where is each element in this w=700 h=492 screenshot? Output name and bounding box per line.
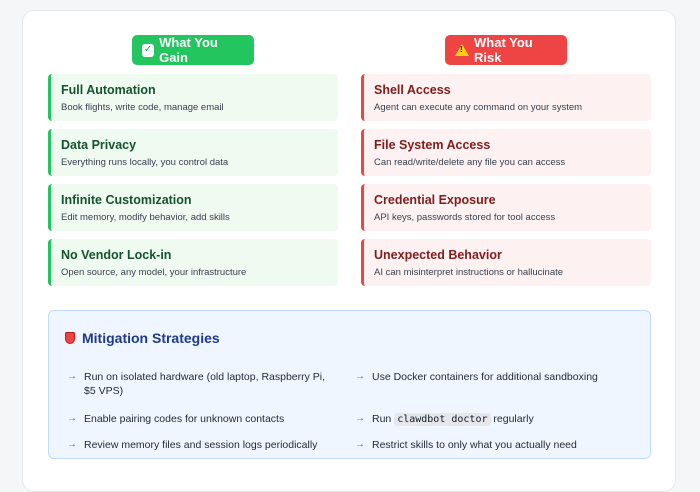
mitigation-item [355, 438, 577, 452]
mitigation-item-text: Restrict skills to only what you actually need [372, 439, 577, 451]
mitigation-item [355, 412, 534, 427]
risk-item-desc: Can read/write/delete any file you can access [374, 157, 566, 168]
regularly-label: regularly [493, 413, 534, 425]
risk-item-credentials [361, 184, 651, 231]
shield-icon [65, 332, 75, 344]
gain-item-data-privacy [48, 129, 338, 176]
mitigation-item-text: Enable pairing codes for unknown contacts [84, 413, 285, 425]
risk-item-unexpected [361, 239, 651, 286]
arrow-icon: → [67, 413, 77, 424]
mitigation-item-text: Run on isolated hardware (old laptop, Raspberry Pi, $5 VPS) [84, 371, 326, 397]
arrow-icon: → [67, 371, 77, 382]
mitigation-item [67, 412, 284, 426]
risk-item-title: File System Access [374, 138, 491, 152]
gain-item-desc: Open source, any model, your infrastructure [61, 267, 247, 278]
risk-item-shell-access [361, 74, 651, 121]
gain-item-title: No Vendor Lock-in [61, 248, 172, 262]
arrow-icon: → [355, 439, 365, 450]
mitigation-panel [48, 310, 651, 459]
risk-header-label: What You Risk [474, 35, 533, 65]
mitigation-title-label: Mitigation Strategies [82, 330, 220, 346]
check-icon: ✓ [143, 44, 153, 55]
risk-item-title: Shell Access [374, 83, 451, 97]
mitigation-item [355, 370, 598, 384]
gain-header-label: What You Gain [159, 35, 218, 65]
gain-item-desc: Everything runs locally, you control data [61, 157, 229, 168]
mitigation-item-text [372, 412, 534, 427]
mitigation-title [65, 330, 220, 346]
mitigation-item [67, 438, 317, 452]
command-code: clawdbot doctor [394, 413, 490, 426]
risk-item-title: Credential Exposure [374, 193, 496, 207]
risk-item-file-system [361, 129, 651, 176]
warning-icon: ! [455, 44, 469, 56]
gain-header [132, 35, 254, 65]
mitigation-item-text: Use Docker containers for additional sandboxing [372, 371, 598, 383]
risk-item-title: Unexpected Behavior [374, 248, 502, 262]
risk-item-desc: Agent can execute any command on your system [374, 102, 583, 113]
arrow-icon: → [355, 371, 365, 382]
risk-header [445, 35, 567, 65]
gain-item-no-lock-in [48, 239, 338, 286]
arrow-icon: → [67, 439, 77, 450]
risk-item-desc: AI can misinterpret instructions or hallucinate [374, 267, 564, 278]
gain-item-desc: Book flights, write code, manage email [61, 102, 224, 113]
gain-item-desc: Edit memory, modify behavior, add skills [61, 212, 230, 223]
gain-item-full-automation [48, 74, 338, 121]
gain-item-title: Infinite Customization [61, 193, 192, 207]
gain-item-title: Data Privacy [61, 138, 137, 152]
gain-item-title: Full Automation [61, 83, 156, 97]
comparison-card [22, 10, 676, 492]
mitigation-item [67, 370, 337, 398]
gain-item-customization [48, 184, 338, 231]
risk-item-desc: API keys, passwords stored for tool access [374, 212, 556, 223]
run-label: Run [372, 413, 392, 425]
arrow-icon: → [355, 413, 365, 424]
mitigation-item-text: Review memory files and session logs periodically [84, 439, 318, 451]
